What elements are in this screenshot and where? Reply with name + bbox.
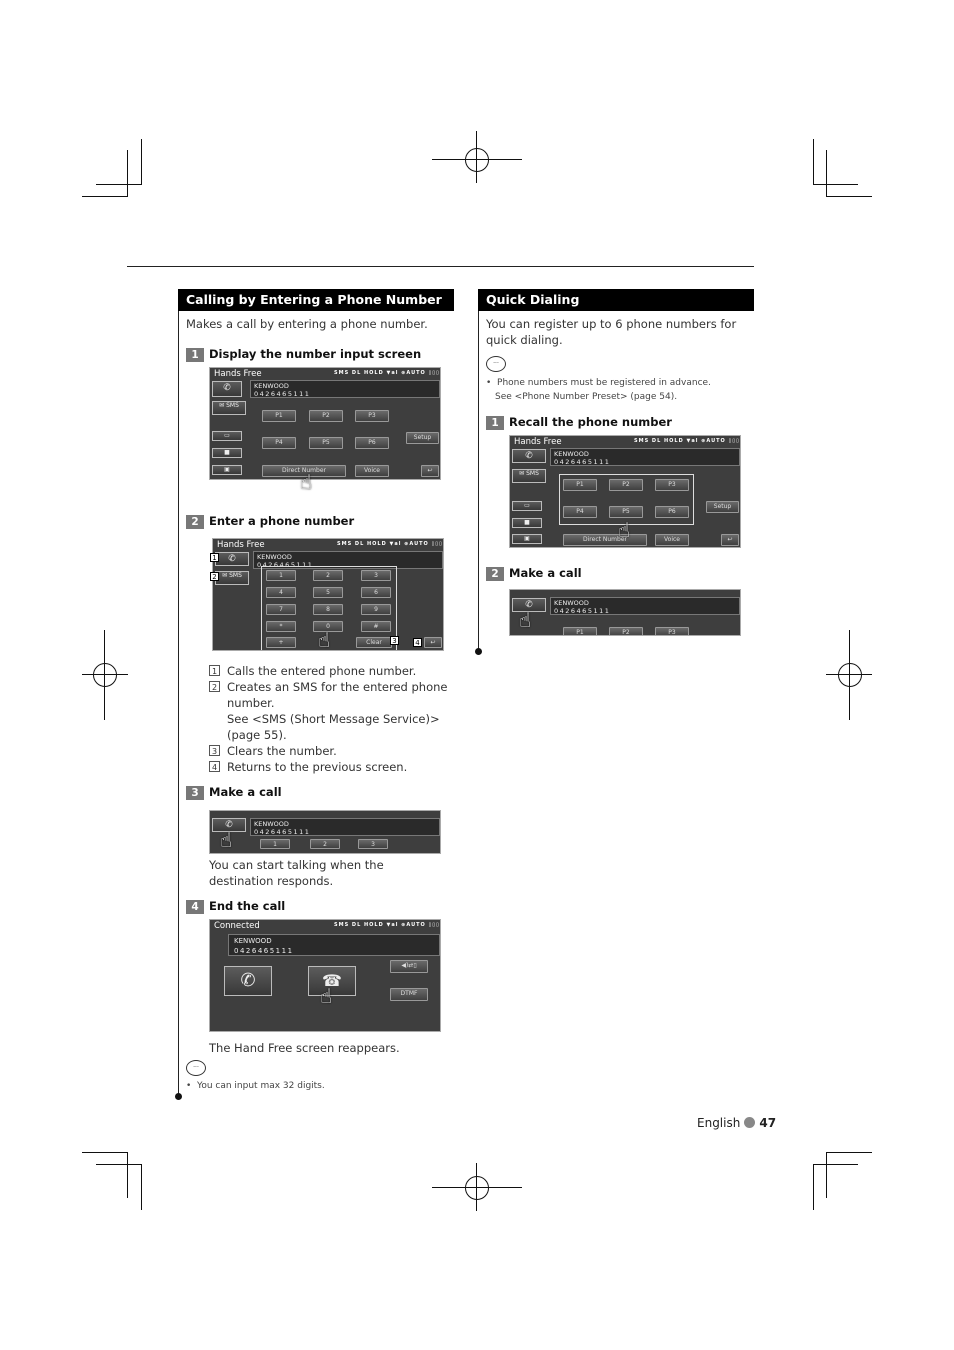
phone-icon: ✆: [228, 554, 236, 564]
preset-p1[interactable]: P1: [563, 627, 597, 636]
preset-p2[interactable]: P2: [609, 479, 643, 491]
setup-button[interactable]: Setup: [706, 501, 739, 513]
return-icon: ↩: [727, 536, 733, 543]
key-6[interactable]: 6: [361, 587, 391, 598]
envelope-icon: ✉: [219, 402, 225, 409]
key-4[interactable]: 4: [266, 587, 296, 598]
quick-intro-text: You can register up to 6 phone numbers for quick dialing.: [486, 317, 737, 347]
hand-pointer-icon: ☝: [318, 628, 331, 652]
menu-icon: ▣: [224, 466, 230, 473]
phone-icon: ✆: [240, 970, 256, 991]
header-rule: [127, 266, 754, 267]
phone-icon: ✆: [525, 451, 533, 461]
number-display: KENWOOD 0426465111: [228, 934, 440, 956]
book-icon: ▭: [224, 432, 230, 439]
setup-button[interactable]: Setup: [406, 432, 439, 444]
key-1[interactable]: 1: [260, 839, 290, 849]
quick-note-text: • Phone numbers must be registered in advance. See <Phone Number Preset> (page 54).: [486, 378, 711, 402]
audio-switch-button[interactable]: [390, 960, 428, 973]
number-display: KENWOOD 0426465111: [550, 597, 740, 615]
right-rule: [478, 311, 479, 651]
key-hash[interactable]: #: [361, 621, 391, 632]
step-4-heading: 4 End the call: [186, 899, 285, 913]
left-rule: [178, 311, 179, 1096]
screen-make-call-quick: [509, 589, 741, 636]
key-9[interactable]: 9: [361, 604, 391, 615]
hand-pointer-icon: ☝: [300, 470, 313, 494]
key-2[interactable]: 2: [310, 839, 340, 849]
key-5[interactable]: 5: [313, 587, 343, 598]
screen-keypad: Hands Free SMS DL HOLD ▼al ⊛AUTO ▯▯▯ ✆ KENWOOD 0426465111 ✉ SMS 1 2 3 4 5 6 7 8 9 * 0 # + Clear ↩: [212, 538, 444, 651]
hand-pointer-icon: ☝: [618, 518, 631, 542]
number-display: KENWOOD 0426465111: [550, 448, 740, 466]
key-star[interactable]: *: [266, 621, 296, 632]
history-button[interactable]: [512, 518, 542, 528]
right-rule-end: [475, 648, 482, 655]
quick-step-1-heading: 1 Recall the phone number: [486, 415, 672, 429]
sms-button[interactable]: ✉ SMS: [512, 469, 546, 483]
preset-p3[interactable]: P3: [655, 479, 689, 491]
step-1-heading: 1 Display the number input screen: [186, 347, 421, 361]
callout-3: 3: [390, 636, 399, 645]
key-plus[interactable]: +: [266, 637, 296, 648]
key-3[interactable]: 3: [358, 839, 388, 849]
preset-p6[interactable]: P6: [355, 437, 389, 449]
return-button[interactable]: [421, 465, 439, 477]
key-7[interactable]: 7: [266, 604, 296, 615]
quick-step-2-heading: 2 Make a call: [486, 566, 582, 580]
preset-p3[interactable]: P3: [355, 410, 389, 422]
page-footer: English 47: [697, 1116, 777, 1130]
preset-p6[interactable]: P6: [655, 506, 689, 518]
number-display: KENWOOD 0426465111: [250, 818, 440, 836]
envelope-icon: ✉: [519, 470, 525, 477]
step-2-heading: 2 Enter a phone number: [186, 514, 354, 528]
call-button[interactable]: [512, 449, 546, 463]
hand-pointer-icon: ☝: [519, 608, 532, 632]
callout-4: 4: [413, 638, 422, 647]
phone-icon: ✆: [223, 383, 231, 393]
preset-p5[interactable]: P5: [609, 506, 643, 518]
section-heading-quick-dialing: Quick Dialing: [478, 289, 754, 311]
clear-button[interactable]: Clear: [356, 637, 392, 648]
history-icon: ■: [224, 449, 230, 456]
sms-button[interactable]: ✉ SMS: [215, 571, 249, 585]
step-4-text: The Hand Free screen reappears.: [209, 1041, 400, 1055]
note-icon: ···: [186, 1060, 206, 1076]
envelope-icon: ✉: [222, 572, 228, 579]
key-2[interactable]: 2: [313, 570, 343, 581]
menu-icon: ▣: [524, 535, 530, 542]
phone-icon: ✆: [525, 600, 533, 610]
preset-p1[interactable]: P1: [262, 410, 296, 422]
preset-p4[interactable]: P4: [262, 437, 296, 449]
call-button[interactable]: [212, 381, 242, 397]
history-icon: ■: [524, 519, 530, 526]
number-display: KENWOOD 0426465111: [253, 551, 443, 569]
voice-button[interactable]: Voice: [355, 465, 389, 477]
return-icon: ↩: [430, 639, 436, 646]
screen-connected: Connected SMS DL HOLD ▼al ⊛AUTO ▯▯▯ KENWOOD 0426465111 ✆ ☎ ◀)⇄▯ DTMF: [209, 919, 441, 1032]
step-3-heading: 3 Make a call: [186, 785, 282, 799]
return-button[interactable]: [424, 637, 442, 648]
preset-p5[interactable]: P5: [309, 437, 343, 449]
key-0[interactable]: 0: [313, 621, 343, 632]
section-heading-calling: Calling by Entering a Phone Number: [178, 289, 454, 311]
separator-dot: [744, 1117, 755, 1128]
screen-hands-free-1: Hands Free SMS DL HOLD ▼al ⊛AUTO ▯▯▯ ✆ KENWOOD 0426465111 ✉ SMS ▭ ■ ▣ P1 P2 P3 P4 P5 P6 Setup Direct Number Voice ↩: [209, 367, 441, 480]
dtmf-button[interactable]: DTMF: [390, 988, 428, 1001]
history-button[interactable]: [212, 448, 242, 458]
return-icon: ↩: [427, 467, 433, 474]
note-text: • You can input max 32 digits.: [186, 1081, 325, 1091]
speaker-icon: ◀)⇄▯: [401, 962, 417, 969]
direct-number-button[interactable]: Direct Number: [262, 465, 346, 477]
hand-pointer-icon: ☝: [320, 984, 333, 1008]
note-icon: ···: [486, 356, 506, 372]
screen-make-call: [209, 810, 441, 854]
phonebook-button[interactable]: [512, 501, 542, 511]
callout-1: 1: [210, 553, 219, 562]
menu-button[interactable]: [512, 534, 542, 544]
sms-button[interactable]: ✉ SMS: [212, 401, 246, 415]
number-display: KENWOOD 0426465111: [250, 380, 440, 398]
key-8[interactable]: 8: [313, 604, 343, 615]
phonebook-button[interactable]: [212, 431, 242, 441]
key-1[interactable]: 1: [266, 570, 296, 581]
key-3[interactable]: 3: [361, 570, 391, 581]
book-icon: ▭: [524, 502, 530, 509]
step-3-text: You can start talking when the destination responds.: [209, 858, 384, 888]
hand-pointer-icon: ☝: [220, 828, 233, 852]
call-button[interactable]: [215, 552, 249, 566]
phone-icon: ✆: [225, 820, 233, 830]
answer-button[interactable]: [224, 966, 272, 996]
preset-p3[interactable]: P3: [655, 627, 689, 636]
left-rule-end: [175, 1093, 182, 1100]
preset-p2[interactable]: P2: [609, 627, 643, 636]
hang-up-icon: ☎: [322, 971, 342, 990]
screen-hands-free-quick: Hands Free SMS DL HOLD ▼al ⊛AUTO ▯▯▯ ✆ KENWOOD 0426465111 ✉ SMS ▭ ■ ▣ P1 P2 P3 P4 P5 P6 Setup Direct Number Voice ↩: [509, 435, 741, 548]
intro-text: Makes a call by entering a phone number.: [186, 317, 428, 331]
direct-number-button[interactable]: Direct Number: [563, 534, 647, 546]
voice-button[interactable]: Voice: [655, 534, 689, 546]
callout-2: 2: [210, 572, 219, 581]
preset-p2[interactable]: P2: [309, 410, 343, 422]
menu-button[interactable]: [212, 465, 242, 475]
preset-p4[interactable]: P4: [563, 506, 597, 518]
preset-p1[interactable]: P1: [563, 479, 597, 491]
callout-list: 1 Calls the entered phone number. 2 Creates an SMS for the entered phone number. See <SMS (Short Message Service)> (page 55). 3 Clears the number. 4 Returns to the previous screen.: [209, 663, 449, 775]
return-button[interactable]: [721, 534, 739, 546]
